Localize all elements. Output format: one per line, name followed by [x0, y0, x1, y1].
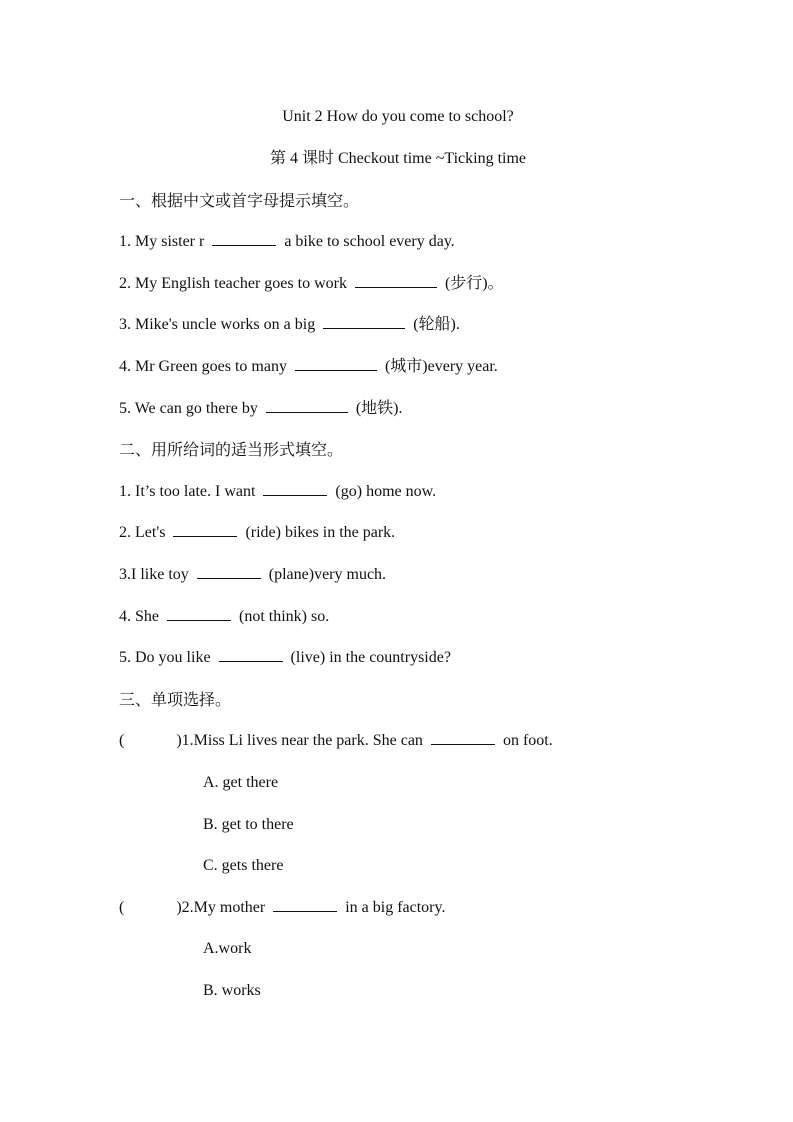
option-c: C. gets there	[203, 857, 284, 874]
item-text-after: (城市)every year.	[384, 358, 498, 375]
section1-item-2	[119, 273, 504, 295]
section3-question-1	[119, 730, 553, 752]
item-text-after: (live) in the countryside?	[290, 649, 451, 666]
item-text-before: 5. Do you like	[119, 649, 211, 666]
item-text-after: (地铁).	[355, 400, 403, 417]
answer-blank[interactable]	[295, 356, 377, 371]
item-text-before: 3. Mike's uncle works on a big	[119, 316, 316, 333]
answer-blank[interactable]	[167, 606, 231, 621]
answer-blank[interactable]	[212, 231, 276, 246]
section1-item-3	[119, 314, 460, 336]
page-title: Unit 2 How do you come to school?	[282, 108, 514, 125]
answer-blank[interactable]	[266, 398, 348, 413]
question-text-after: on foot.	[502, 732, 553, 749]
answer-paren-open: (	[119, 732, 125, 749]
section1-item-5	[119, 398, 402, 420]
section1-item-4	[119, 356, 498, 378]
item-text-before: 4. Mr Green goes to many	[119, 358, 287, 375]
section2-item-5	[119, 647, 451, 669]
section1-heading: 一、根据中文或首字母提示填空。	[119, 191, 360, 210]
item-text-after: (步行)。	[444, 275, 504, 292]
answer-blank[interactable]	[323, 314, 405, 329]
item-text-before: 1. My sister r	[119, 233, 205, 250]
item-text-before: 2. Let's	[119, 524, 166, 541]
section2-item-4	[119, 606, 329, 628]
option-b: B. get to there	[203, 816, 294, 833]
answer-paren-open: (	[119, 899, 125, 916]
item-text-after: (not think) so.	[239, 608, 330, 625]
answer-blank[interactable]	[197, 564, 261, 579]
answer-paren-close: )	[176, 732, 182, 749]
item-text-before: 4. She	[119, 608, 159, 625]
option-a: A.work	[203, 940, 252, 957]
option-a: A. get there	[203, 774, 279, 791]
item-text-before: 2. My English teacher goes to work	[119, 275, 347, 292]
item-text-after: (go) home now.	[335, 483, 437, 500]
item-text-after: (ride) bikes in the park.	[245, 524, 396, 541]
answer-blank[interactable]	[355, 273, 437, 288]
answer-paren-close: )	[176, 899, 182, 916]
section3-question-2	[119, 897, 445, 919]
question-text-after: in a big factory.	[345, 899, 446, 916]
answer-blank[interactable]	[263, 481, 327, 496]
answer-blank[interactable]	[273, 897, 337, 912]
item-text-before: 3.I like toy	[119, 566, 189, 583]
section2-item-3	[119, 564, 386, 586]
section3-heading: 三、单项选择。	[119, 690, 232, 709]
section1-item-1	[119, 231, 455, 253]
page-subtitle: 第 4 课时 Checkout time ~Ticking time	[269, 150, 527, 167]
option-b: B. works	[203, 982, 261, 999]
question-text-before: 2.My mother	[181, 899, 266, 916]
section2-item-2	[119, 522, 395, 544]
item-text-after: (轮船).	[413, 316, 460, 333]
answer-blank[interactable]	[219, 647, 283, 662]
item-text-after: a bike to school every day.	[284, 233, 455, 250]
section2-heading: 二、用所给词的适当形式填空。	[119, 440, 344, 459]
answer-blank[interactable]	[173, 522, 237, 537]
item-text-after: (plane)very much.	[268, 566, 387, 583]
section2-item-1	[119, 481, 436, 503]
item-text-before: 5. We can go there by	[119, 400, 258, 417]
question-text-before: 1.Miss Li lives near the park. She can	[181, 732, 423, 749]
item-text-before: 1. It’s too late. I want	[119, 483, 256, 500]
answer-blank[interactable]	[431, 730, 495, 745]
